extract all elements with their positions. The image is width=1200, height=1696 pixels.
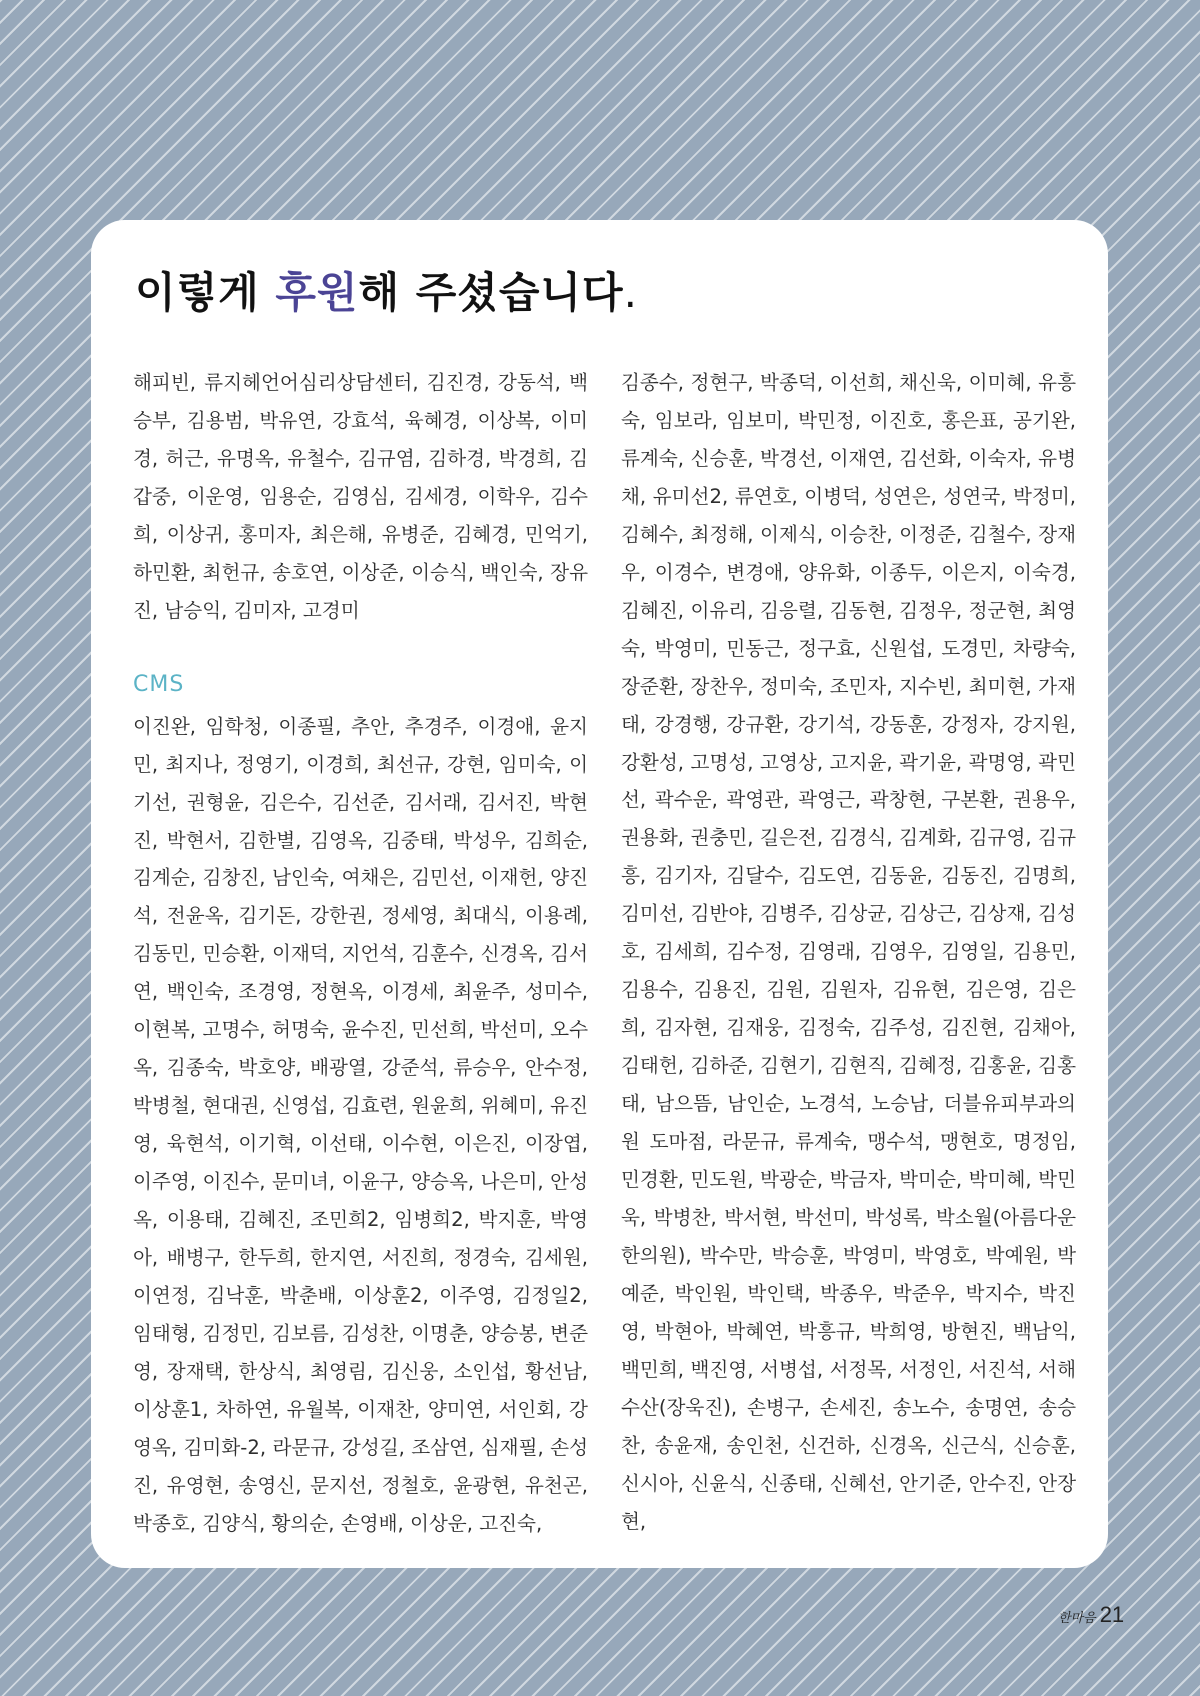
title-highlight: 후원: [275, 268, 359, 317]
magazine-logo: 한마음: [1058, 1611, 1096, 1626]
title-post: 해 주셨습니다: [358, 268, 624, 317]
cms-section-title: CMS: [133, 671, 185, 697]
cms-donor-list: 이진완, 임학청, 이종필, 추안, 추경주, 이경애, 윤지민, 최지나, 정영기, 이경희, 최선규, 강현, 임미숙, 이기선, 권형윤, 김은수, 김선준, 김서래, 김서진, 박현진, 박현서, 김한별, 김영옥, 김중태, 박성우, 김희순, 김계순, 김창진, 남인숙, 여채은, 김민선, 이재헌, 양진석, 전윤옥, 김기돈, 강한권, 정세영, 최대식, 이용례, 김동민, 민승환, 이재덕, 지언석, 김훈수, 신경옥, 김서연, 백인숙, 조경영, 정현옥, 이경세, 최윤주, 성미수, 이현복, 고명수, 허명숙, 윤수진, 민선희, 박선미, 오수옥, 김종숙, 박호양, 배광열, 강준석, 류승우, 안수정, 박병철, 현대권, 신영섭, 김효련, 원윤희, 위혜미, 유진영, 육현석, 이기혁, 이선태, 이수현, 이은진, 이장엽, 이주영, 이진수, 문미녀, 이윤구, 양승옥, 나은미, 안성옥, 이용태, 김혜진, 조민희2, 임병희2, 박지훈, 박영아, 배병구, 한두희, 한지연, 서진희, 정경숙, 김세원, 이연정, 김낙훈, 박춘배, 이상훈2, 이주영, 김정일2, 임태형, 김정민, 김보름, 김성찬, 이명춘, 양승봉, 변준영, 장재택, 한상식, 최영림, 김신웅, 소인섭, 황선남, 이상훈1, 차하연, 유월복, 이재찬, 양미연, 서인회, 강영옥, 김미화-2, 라문규, 강성길, 조삼연, 심재필, 손성진, 유영현, 송영신, 문지선, 정철호, 윤광현, 유천곤, 박종호, 김양식, 황의순, 손영배, 이상운, 고진숙,: [133, 714, 588, 1535]
page-title: [135, 260, 638, 320]
intro-donor-list: 해피빈, 류지헤언어심리상담센터, 김진경, 강동석, 백승부, 김용범, 박유연, 강효석, 육혜경, 이상복, 이미경, 허근, 유명옥, 유철수, 김규염, 김하경, 박경희, 김갑중, 이운영, 임용순, 김영심, 김세경, 이학우, 김수희, 이상귀, 홍미자, 최은해, 유병준, 김혜경, 민억기, 하민환, 최헌규, 송호연, 이상준, 이승식, 백인숙, 장유진, 남승익, 김미자, 고경미: [133, 371, 588, 622]
page-footer: [1058, 1602, 1124, 1628]
left-column: [133, 364, 588, 1543]
right-column: [621, 364, 1076, 1541]
right-donor-list: 김종수, 정현구, 박종덕, 이선희, 채신욱, 이미혜, 유흥숙, 임보라, 임보미, 박민정, 이진호, 홍은표, 공기완, 류계숙, 신승훈, 박경선, 이재연, 김선화, 이숙자, 유병채, 유미선2, 류연호, 이병덕, 성연은, 성연국, 박정미, 김혜수, 최정해, 이제식, 이승찬, 이정준, 김철수, 장재우, 이경수, 변경애, 양유화, 이종두, 이은지, 이숙경, 김혜진, 이유리, 김응렬, 김동현, 김정우, 정군현, 최영숙, 박영미, 민동근, 정구효, 신원섭, 도경민, 차량숙, 장준환, 장찬우, 정미숙, 조민자, 지수빈, 최미현, 가재태, 강경행, 강규환, 강기석, 강동훈, 강정자, 강지원, 강환성, 고명성, 고영상, 고지윤, 곽기윤, 곽명영, 곽민선, 곽수운, 곽영관, 곽영근, 곽창현, 구본환, 권용우, 권용화, 권충민, 길은전, 김경식, 김계화, 김규영, 김규흥, 김기자, 김달수, 김도연, 김동윤, 김동진, 김명희, 김미선, 김반야, 김병주, 김상균, 김상근, 김상재, 김성호, 김세희, 김수정, 김영래, 김영우, 김영일, 김용민, 김용수, 김용진, 김원, 김원자, 김유현, 김은영, 김은희, 김자현, 김재웅, 김정숙, 김주성, 김진현, 김채아, 김태헌, 김하준, 김현기, 김현직, 김혜정, 김홍윤, 김홍태, 남으뜸, 남인순, 노경석, 노승남, 더블유피부과의원 도마점, 라문규, 류계숙, 맹수석, 맹현호, 명정임, 민경환, 민도원, 박광순, 박금자, 박미순, 박미혜, 박민욱, 박병찬, 박서현, 박선미, 박성록, 박소월(아름다운한의원), 박수만, 박승훈, 박영미, 박영호, 박예원, 박예준, 박인원, 박인택, 박종우, 박준우, 박지수, 박진영, 박현아, 박혜연, 박흥규, 박희영, 방현진, 백남익, 백민희, 백진영, 서병섭, 서정목, 서정인, 서진석, 서해수산(장욱진), 손병구, 손세진, 송노수, 송명연, 송승찬, 송윤재, 송인천, 신건하, 신경옥, 신근식, 신승훈, 신시아, 신윤식, 신종태, 신혜선, 안기준, 안수진, 안장현,: [621, 371, 1076, 1533]
content-card: [91, 220, 1108, 1568]
title-pre: 이렇게: [135, 268, 276, 317]
page-number: 21: [1099, 1602, 1125, 1627]
title-dot: .: [623, 268, 638, 317]
